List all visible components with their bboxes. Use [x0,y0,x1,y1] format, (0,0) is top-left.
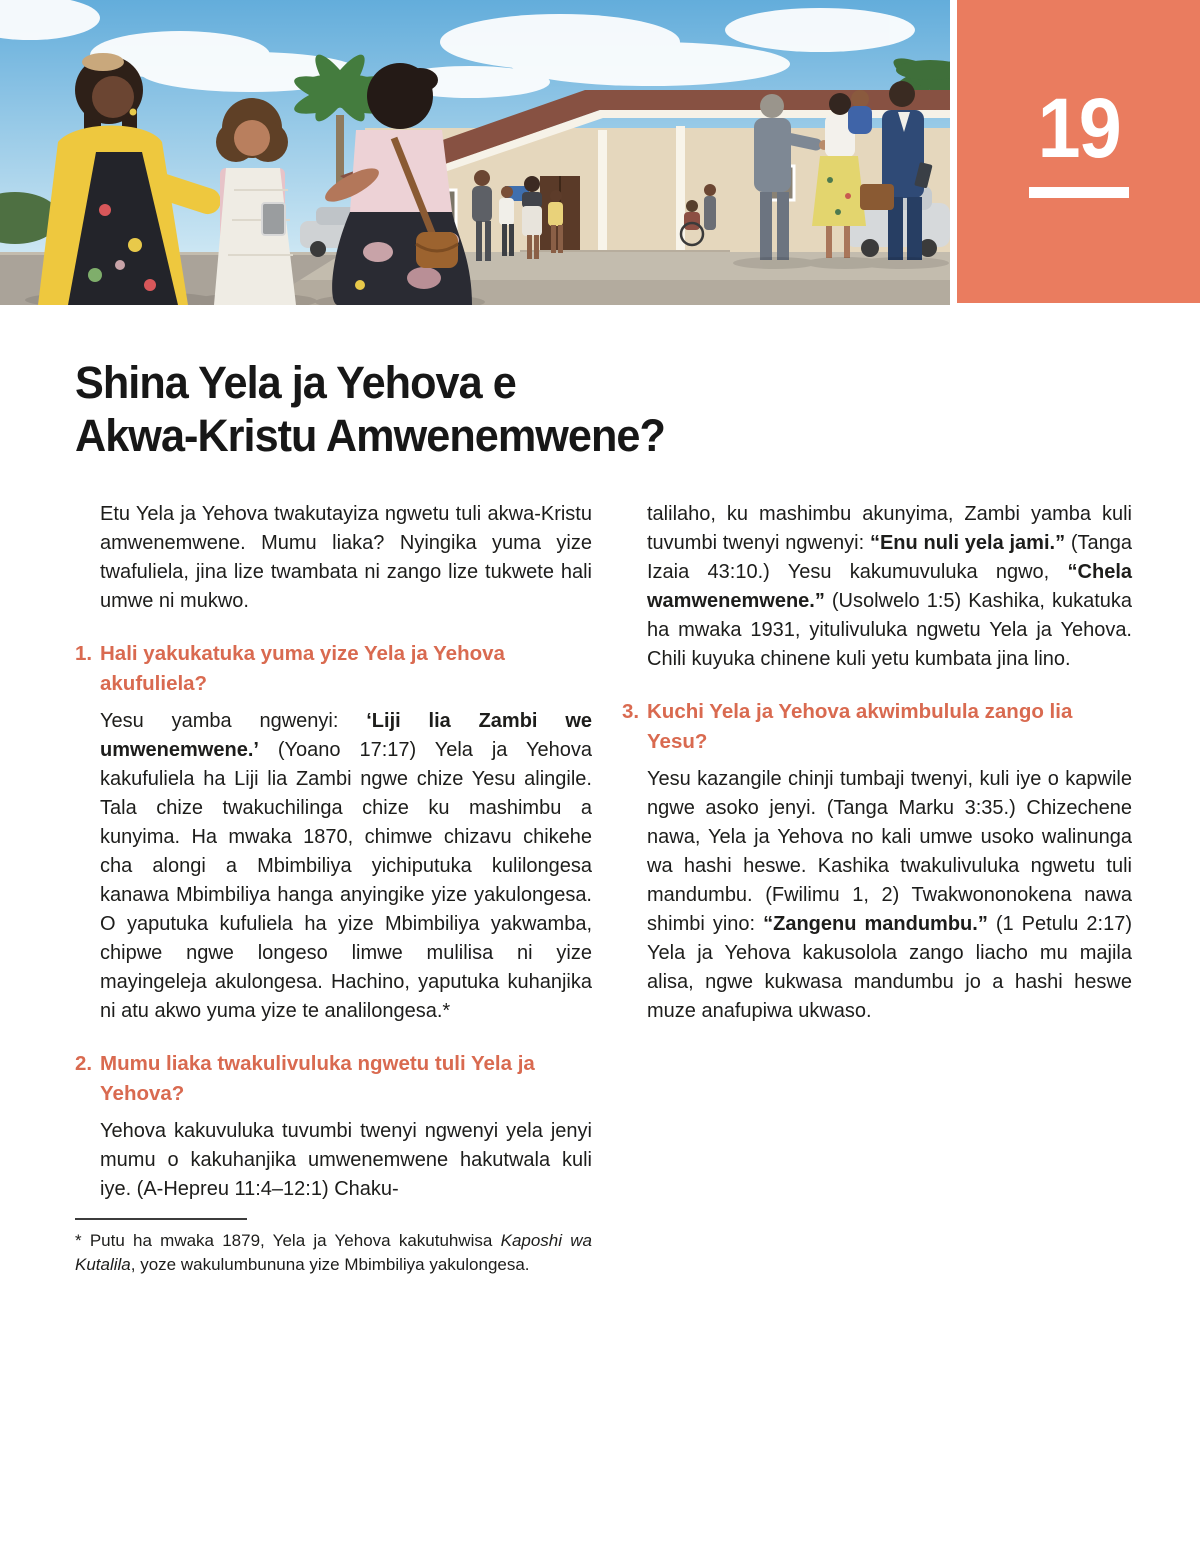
intro-paragraph: Etu Yela ja Yehova twakutayiza ngwetu tuli akwa-Kristu amwenemwene. Mumu liaka? Nyingika yuma yize twafuliela, jina lize twambata ni zango lize tukwete hali umwe ni mukwo. [100,503,592,612]
question-3-number: 3. [622,700,640,723]
question-1-text: Hali yakukatuka yuma yize Yela ja Yehova akufuliela? [100,642,505,695]
left-column [75,500,592,1277]
question-1-number: 1. [75,642,93,665]
question-2-heading [75,1049,592,1109]
question-2-paragraph-left: Yehova kakuvuluka tuvumbi twenyi ngwenyi yela jenyi mumu o kakuhanjika umwenemwene hakutwala kuli iye. (A-Hepreu 11:4–12:1) Chaku- [100,1120,592,1200]
hero-photo [0,0,950,305]
question-2-paragraph-right: talilaho, ku mashimbu akunyima, Zambi yamba kuli tuvumbi twenyi ngwenyi: “Enu nuli yela jami.” (Tanga Izaia 43:10.) Yesu kakumuvuluka ngwo, “Chela wamwenemwene.” (Usolwelo 1:5) Kashika, kukatuka ha mwaka 1931, yitulivuluka ngwetu Yela ja Yehova. Chili kuyuka chinene kuli yetu kumbata jina lino. [647,503,1132,670]
footnote-rule [75,1218,247,1220]
page-title: Shina Yela ja Yehova e Akwa-Kristu Amwenemwene? [75,357,665,461]
question-2-text: Mumu liaka twakulivuluka ngwetu tuli Yela ja Yehova? [100,1052,535,1105]
question-3-text: Kuchi Yela ja Yehova akwimbulula zango lia Yesu? [647,700,1073,753]
chapter-number-badge [957,0,1200,303]
question-1-paragraph: Yesu yamba ngwenyi: ‘Liji lia Zambi we umwenemwene.’ (Yoano 17:17) Yela ja Yehova kakufuliela ha Liji lia Zambi ngwe chize Yesu alingile. Tala chize twakuchilinga chize ku mashimbu a kunyima. Ha mwaka 1870, chimwe chizavu chikehe cha alongi a Mbimbiliya yichiputuka kulilongesa kanawa Mbimbiliya hanga anyingike yize yakulongesa. O yaputuka kufuliela ha yize Mbimbiliya yakwamba, chipwe ngwe longeso limwe mulilisa ni yize mayingeleja akulongesa. Hachino, yaputuka kuhanjika ni atu akwo yuma yize te analilongesa.* [100,710,592,1022]
question-3-heading [622,697,1132,757]
question-3-paragraph: Yesu kazangile chinji tumbaji twenyi, kuli iye o kapwile ngwe asoko jenyi. (Tanga Marku 3:35.) Chizechene nawa, Yela ja Yehova no kali umwe usoko walinunga wa hashi heswe. Kashika twakulivuluka ngwetu tuli mandumbu. (Fwilimu 1, 2) Twakwononokena nawa shimbi yino: “Zangenu mandumbu.” (1 Petulu 2:17) Yela ja Yehova kakusolola zango liacho mu majila alisa, ngwe kukwasa mandumbu jo a hashi heswe muze anafupiwa ukwaso. [647,768,1133,1022]
article-body [75,305,1133,1277]
two-column-text [75,500,1133,1277]
chapter-underline [1029,187,1129,198]
footnote: * Putu ha mwaka 1879, Yela ja Yehova kakutuhwisa Kaposhi wa Kutalila, yoze wakulumbununa yize Mbimbiliya yakulongesa. [75,1231,592,1274]
question-2-number: 2. [75,1052,93,1075]
chapter-number: 19 [1037,81,1120,175]
hero-photo-illustration [0,0,950,305]
right-column [622,500,1132,1277]
question-1-heading [75,639,592,699]
